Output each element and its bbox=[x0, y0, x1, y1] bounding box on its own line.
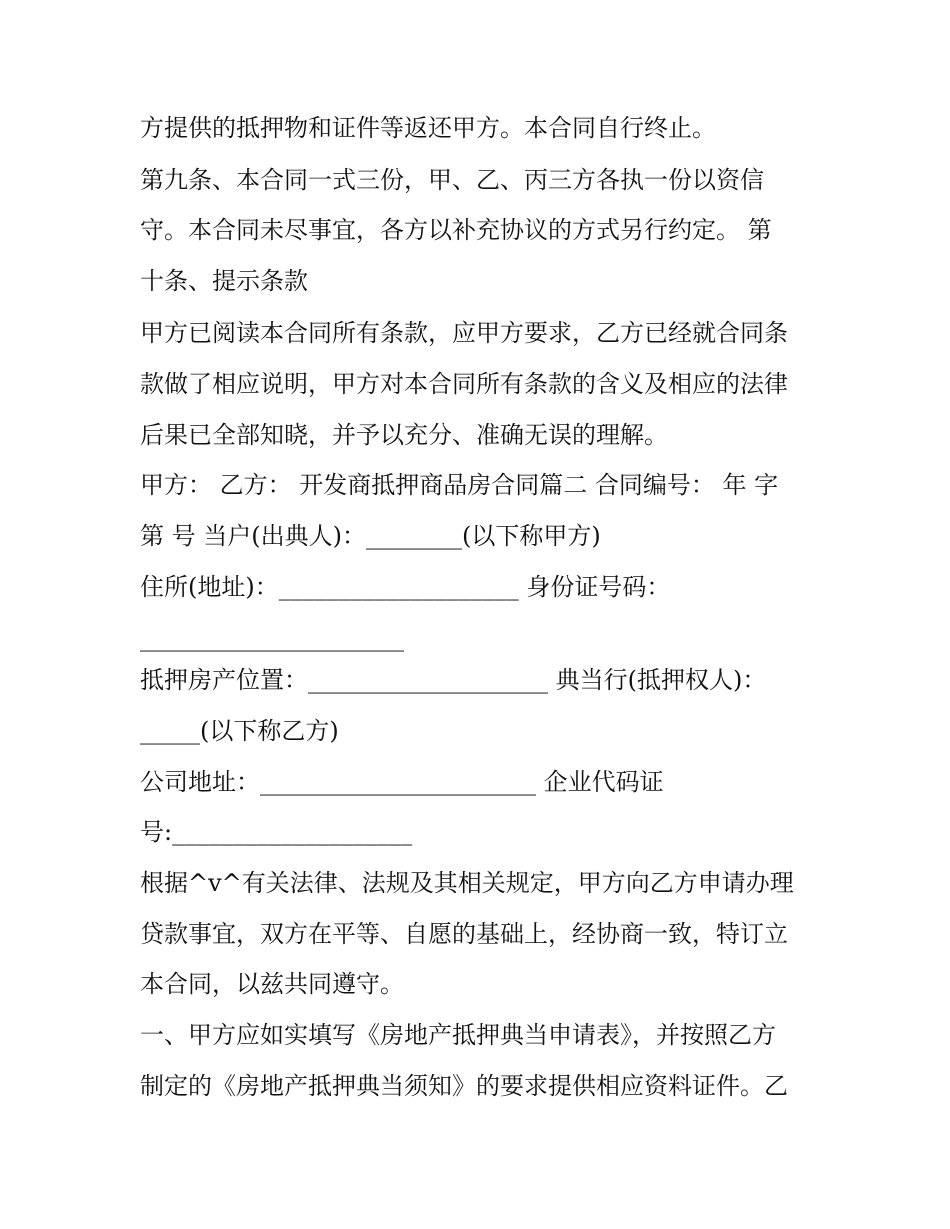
text-line: 本合同，以兹共同遵守。 bbox=[140, 970, 404, 998]
text-line: ______________________ bbox=[140, 624, 404, 652]
text-line: 方提供的抵押物和证件等返还甲方。本合同自行终止。 bbox=[140, 114, 716, 142]
text-line: 守。本合同未尽事宜，各方以补充协议的方式另行约定。 第 bbox=[140, 216, 772, 244]
text-line: 号:____________________ bbox=[140, 818, 413, 846]
text-line: _____(以下称乙方) bbox=[140, 717, 339, 745]
text-line: 第 号 当户(出典人)：________(以下称甲方) bbox=[140, 522, 601, 550]
text-line: 后果已全部知晓，并予以充分、准确无误的理解。 bbox=[140, 421, 668, 449]
text-line: 公司地址：_______________________ 企业代码证 bbox=[140, 768, 664, 796]
text-line: 抵押房产位置：____________________ 典当行(抵押权人)： bbox=[140, 666, 767, 694]
text-line: 甲方： 乙方： 开发商抵押商品房合同篇二 合同编号： 年 字 bbox=[140, 471, 779, 499]
text-line: 十条、提示条款 bbox=[140, 267, 308, 295]
text-line: 住所(地址)：____________________ 身份证号码： bbox=[140, 573, 671, 601]
text-line: 一、甲方应如实填写《房地产抵押典当申请表》，并按照乙方 bbox=[140, 1021, 776, 1049]
text-line: 贷款事宜，双方在平等、自愿的基础上，经协商一致，特订立 bbox=[140, 920, 788, 948]
text-line: 第九条、本合同一式三份，甲、乙、丙三方各执一份以资信 bbox=[140, 166, 764, 194]
text-line: 根据^v^有关法律、法规及其相关规定，甲方向乙方申请办理 bbox=[140, 869, 794, 897]
text-line: 制定的《房地产抵押典当须知》的要求提供相应资料证件。乙 bbox=[140, 1072, 788, 1100]
text-line: 款做了相应说明，甲方对本合同所有条款的含义及相应的法律 bbox=[140, 370, 788, 398]
text-line: 甲方已阅读本合同所有条款，应甲方要求，乙方已经就合同条 bbox=[140, 319, 788, 347]
